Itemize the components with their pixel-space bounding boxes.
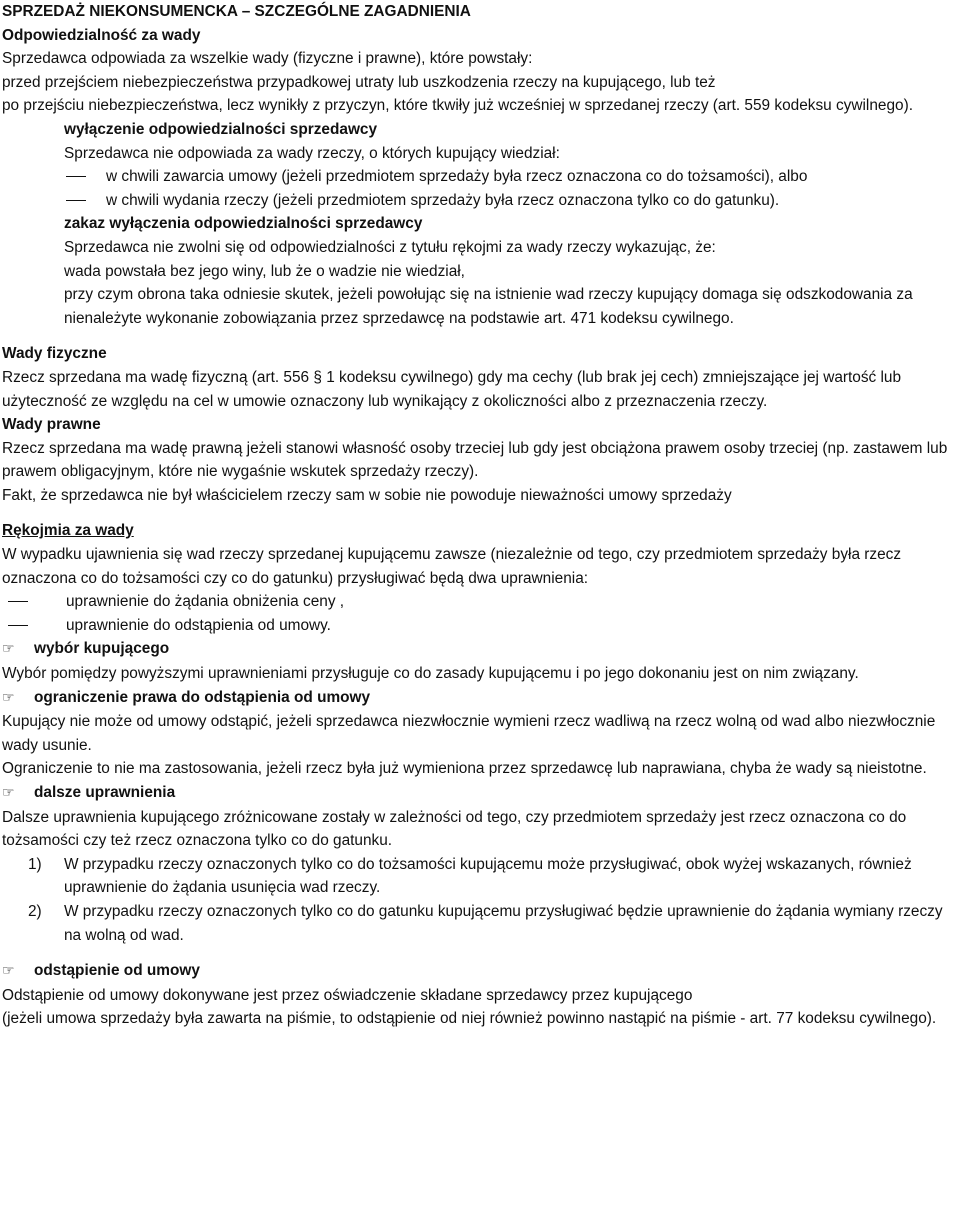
dash-bullet	[8, 601, 28, 602]
spacer	[2, 507, 954, 519]
withdrawal-limit-text-2: Ograniczenie to nie ma zastosowania, jeżeli rzecz była już wymieniona przez sprzedawcę lub naprawiana, chyba że wady są nieistotne.	[2, 760, 927, 778]
numbered-item	[2, 900, 954, 947]
item-number: 2)	[28, 902, 42, 920]
numbered-item-text: W przypadku rzeczy oznaczonych tylko co do tożsamości kupującemu może przysługiwać, obok wyżej wskazanych, również uprawnienie do żądania usunięcia wad rzeczy.	[64, 855, 912, 897]
withdrawal-limit-text-1: Kupujący nie może od umowy odstąpić, jeżeli sprzedawca niezwłocznie wymieni rzecz wadliwą na rzecz wolną od wad albo niezwłocznie wady usunie.	[2, 713, 936, 754]
subheading-withdrawal	[2, 959, 954, 984]
list-item-text: w chwili wydania rzeczy (jeżeli przedmiotem sprzedaży była rzecz oznaczona tylko co do gatunku).	[106, 191, 780, 209]
dash-bullet	[66, 176, 86, 177]
exclusion-intro: Sprzedawca nie odpowiada za wady rzeczy, o których kupujący wiedział:	[64, 144, 560, 162]
document-title: SPRZEDAŻ NIEKONSUMENCKA – SZCZEGÓLNE ZAGADNIENIA	[2, 3, 471, 20]
liability-intro: Sprzedawca odpowiada za wszelkie wady (fizyczne i prawne), które powstały:	[2, 50, 533, 68]
list-item-text: w chwili zawarcia umowy (jeżeli przedmiotem sprzedaży była rzecz oznaczona co do tożsamości), albo	[106, 168, 808, 186]
liability-after-transfer: po przejściu niebezpieczeństwa, lecz wynikły z przyczyn, które tkwiły już wcześniej w sprzedanej rzeczy (art. 559 kodeksu cywilnego).	[2, 97, 913, 115]
subheading-withdrawal-limit	[2, 686, 954, 711]
pointing-hand-icon: ☞	[2, 689, 15, 706]
warranty-text: W wypadku ujawnienia się wad rzeczy sprzedanej kupującemu zawsze (niezależnie od tego, czy przedmiotem sprzedaży była rzecz oznaczona co do tożsamości czy co do gatunku) przysługiwać będą dwa uprawnienia:	[2, 546, 902, 587]
heading-legal-defects: Wady prawne	[2, 416, 101, 434]
heading-liability-exclusion: wyłączenie odpowiedzialności sprzedawcy	[64, 120, 378, 138]
spacer	[2, 947, 954, 959]
withdrawal-text-1: Odstąpienie od umowy dokonywane jest przez oświadczenie składane sprzedawcy przez kupującego	[2, 986, 693, 1004]
ban-text-1: Sprzedawca nie zwolni się od odpowiedzialności z tytułu rękojmi za wady rzeczy wykazując, że:	[64, 238, 716, 256]
list-item-text: uprawnienie do żądania obniżenia ceny ,	[66, 593, 345, 611]
heading-physical-defects: Wady fizyczne	[2, 345, 107, 363]
legal-defects-text: Rzecz sprzedana ma wadę prawną jeżeli stanowi własność osoby trzeciej lub gdy jest obciążona prawem osoby trzeciej (np. zastawem lub prawem obligacyjnym, które nie wygaśnie wskutek sprzedaży rzeczy).	[2, 439, 948, 481]
spacer	[2, 330, 954, 342]
list-item	[2, 165, 954, 189]
subheading-text: odstąpienie od umowy	[34, 962, 200, 980]
numbered-item	[2, 853, 954, 900]
list-item	[2, 614, 954, 638]
item-number: 1)	[28, 855, 42, 873]
withdrawal-text-2: (jeżeli umowa sprzedaży była zawarta na piśmie, to odstąpienie od niej również powinno nastąpić na piśmie - art. 77 kodeksu cywilnego).	[2, 1010, 937, 1028]
further-rights-text: Dalsze uprawnienia kupującego zróżnicowane zostały w zależności od tego, czy przedmiotem sprzedaży jest rzecz oznaczona co do tożsamości czy też rzecz oznaczona tylko co do gatunku.	[2, 808, 907, 850]
list-item	[2, 590, 954, 614]
ban-text-2: wada powstała bez jego winy, lub że o wadzie nie wiedział,	[64, 262, 465, 280]
buyer-choice-text: Wybór pomiędzy powyższymi uprawnieniami przysługuje co do zasady kupującemu i po jego dokonaniu jest on nim związany.	[2, 665, 859, 683]
legal-defects-fact: Fakt, że sprzedawca nie był właścicielem rzeczy sam w sobie nie powoduje nieważności umowy sprzedaży	[2, 486, 732, 504]
pointing-hand-icon: ☞	[2, 963, 15, 980]
heading-warranty: Rękojmia za wady	[2, 522, 134, 540]
subheading-further-rights	[2, 781, 954, 806]
subheading-text: ograniczenie prawa do odstąpienia od umowy	[34, 688, 371, 706]
subheading-text: wybór kupującego	[34, 640, 170, 658]
numbered-item-text: W przypadku rzeczy oznaczonych tylko co do gatunku kupującemu przysługiwać będzie uprawnienie do żądania wymiany rzeczy na wolną od wad.	[64, 902, 943, 944]
ban-text-3: przy czym obrona taka odniesie skutek, jeżeli powołując się na istnienie wad rzeczy kupujący domaga się odszkodowania za nienależyte wykonanie zobowiązania przez sprzedawcę na podstawie art. 471 kodeksu cywilnego.	[64, 286, 913, 327]
dash-bullet	[66, 200, 86, 201]
list-item	[2, 189, 954, 213]
pointing-hand-icon: ☞	[2, 641, 15, 658]
subheading-text: dalsze uprawnienia	[34, 784, 176, 801]
list-item-text: uprawnienie do odstąpienia od umowy.	[66, 616, 331, 634]
heading-exclusion-ban: zakaz wyłączenia odpowiedzialności sprzedawcy	[64, 215, 423, 233]
dash-bullet	[8, 625, 28, 626]
subheading-buyer-choice	[2, 637, 954, 662]
heading-liability: Odpowiedzialność za wady	[2, 26, 201, 44]
pointing-hand-icon: ☞	[2, 785, 15, 801]
physical-defects-text: Rzecz sprzedana ma wadę fizyczną (art. 556 § 1 kodeksu cywilnego) gdy ma cechy (lub brak jej cech) zmniejszające jej wartość lub użyteczność ze względu na cel w umowie oznaczony lub wynikający z okoliczności albo z przeznaczenia rzeczy.	[2, 368, 902, 410]
liability-before-transfer: przed przejściem niebezpieczeństwa przypadkowej utraty lub uszkodzenia rzeczy na kupującego, lub też	[2, 73, 716, 91]
